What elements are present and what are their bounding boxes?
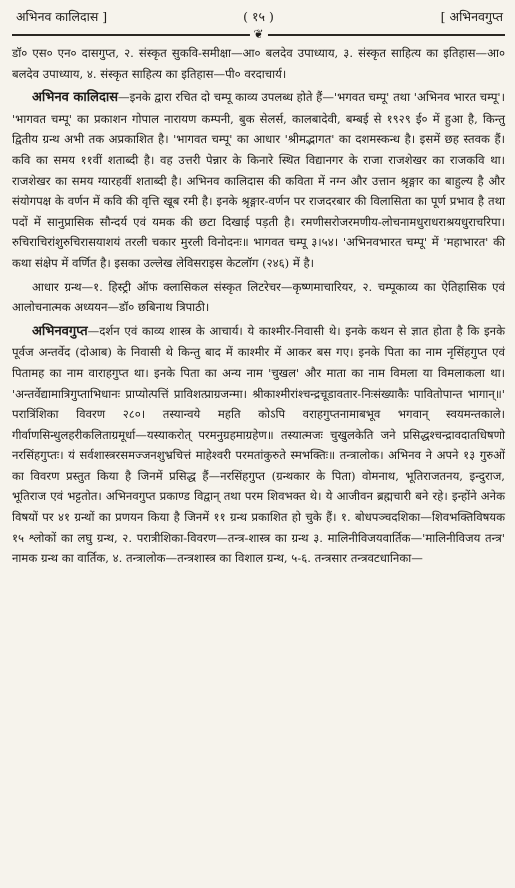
header-rule xyxy=(12,29,505,41)
entry-heading: अभिनव कालिदास xyxy=(32,90,119,106)
reference-continuation xyxy=(12,43,505,84)
entry-abhinavagupta xyxy=(12,321,505,569)
source-books xyxy=(12,277,505,318)
entry-body: —इनके द्वारा रचित दो चम्पू काव्य उपलब्ध होते हैं—'भगवत चम्पू' तथा 'अभिनव भारत चम्पू'। 'भागवत चम्पू' का प्रकाशन गोपाल नारायण कम्पनी, बुक सेलर्स, कालबादेवी, बम्बई से १९२९ ई० में हुआ है, किन्तु द्वितीय ग्रन्थ अभी तक अप्रकाशित है। 'भागवत चम्पू' का आधार 'श्रीमद्भागत' का दशमस्कन्ध है। इसमें छह स्तवक हैं। कवि का समय ११वीं शताब्दी है। वह उत्तरी पेन्नार के किनारे स्थित विद्यानगर के राजा राजशेखर का राजकवि था। राजशेखर का समय ग्यारहवीं शताब्दी है। अभिनव कालिदास की कविता में नग्न और उत्तान श्रृङ्गार का बाहुल्य है और संयोगपक्ष के वर्णन में कवि की वृत्ति खूब रमी है। इनके श्रृङ्गार-वर्णन पर राजदरबार की विलासिता का पूर्ण प्रभाव है तथा पदों में सानुप्रासिक सौन्दर्य एवं यमक की छटा दिखाई पड़ती है। रमणीसरोजरमणीय-लोचनामधुराधराश्रयधुराचरिपा। रुचिराचिरांशुरुचिरासयाशयं तरली चकार मुरली विनोदनः॥ भागवत चम्पू ३।५४। 'अभिनवभारत चम्पू' में 'महाभारत' की कथा संक्षेप में वर्णित है। इसका उल्लेख लेविसराइस केटलॉग (२४६) में है। xyxy=(12,90,506,270)
paragraph-text: डॉ० एस० एन० दासगुप्त, २. संस्कृत सुकवि-समीक्षा—आ० बलदेव उपाध्याय, ३. संस्कृत साहित्य का इतिहास—आ० बलदेव उपाध्याय, ४. संस्कृत साहित्य का इतिहास—पी० वरदाचार्य। xyxy=(12,46,505,81)
entry-heading: अभिनवगुप्त xyxy=(32,323,88,339)
paragraph-text: आधार ग्रन्थ—१. हिस्ट्री ऑफ क्लासिकल संस्कृत लिटरेचर—कृष्णमाचारियर, २. चम्पूकाव्य का ऐतिहासिक एवं आलोचनात्मक अध्ययन—डॉ० छबिनाथ त्रिपाठी। xyxy=(12,279,505,315)
running-header xyxy=(12,6,505,28)
entry-body: —दर्शन एवं काव्य शास्त्र के आचार्य। ये काश्मीर-निवासी थे। इनके कथन से ज्ञात होता है कि इनके पूर्वज अन्तर्वेद (दोआब) के निवासी थे किन्तु बाद में काश्मीर में आकर बस गए। इनके पिता का नाम नृसिंहगुप्त एवं पितामह का नाम वाराहगुप्त था। इनके पिता का अन्य नाम 'चुखल' और माता का नाम विमला या विमलाकला था। 'अन्तर्वेद्यामात्रिगुप्ताभिधानः प्राप्योत्पत्तिं प्राविशत्प्राग्रजन्मा। श्रीकाश्मीरांश्चन्द्रचूडावतार-निःसंख्याकैः पावितोपान्त भागान्॥' परात्रिंशिका विवरण २८०। तस्यान्वये महति कोऽपि वराहगुप्तनामाबभूव भगवान् स्वयमन्तकाले। गीर्वाणसिन्धुलहरीकलिताग्रमूर्धा—यस्याकरोत् परमनुग्रहमाग्रहेण॥ तस्यात्मजः चुखुलकेति जने प्रसिद्धश्चन्द्रावदातधिषणो नरसिंहगुप्तः। यं सर्वशास्त्ररसमज्जनशुभ्रचित्तं माहेश्वरी परमतांकुरुते स्मभक्तिः॥ तन्त्रालोक। अभिनव ने अपने १३ गुरुओं का विवरण प्रस्तुत किया है जिनमें प्रसिद्ध हैं—नरसिंहगुप्त (ग्रन्थकार के पिता) वोमनाथ, भूतिराजतनय, इन्दुराज, भूतिराज एवं भट्टतोत। अभिनवगुप्त प्रकाण्ड विद्वान् तथा परम शिवभक्त थे। ये आजीवन ब्रह्मचारी बने रहे। इन्होंने अनेक विषयों पर ४१ ग्रन्थों का प्रणयन किया है जिनमें ११ ग्रन्थ प्रकाशित हो चुके हैं। १. बोधपञ्चदशिका—शिवभक्तिविषयक १५ श्लोकों का लघु ग्रन्थ, २. परात्रीशिका-विवरण—तन्त्र-शास्त्र का ग्रन्थ ३. मालिनीविजयवार्तिक—'मालिनीविजय तन्त्र' नामक ग्रन्थ का वार्तिक, ४. तन्त्रालोक—तन्त्रशास्त्र का विशाल ग्रन्थ, ५-६. तन्त्रसार तन्त्रवटधानिका— xyxy=(12,323,505,566)
page-number: ( १५ ) xyxy=(243,9,274,24)
ornament-icon: ❦ xyxy=(249,27,267,41)
header-left-title: अभिनव कालिदास ] xyxy=(16,9,108,24)
entry-abhinava-kalidasa xyxy=(12,87,505,273)
header-right-title: [ अभिनवगुप्त xyxy=(440,9,503,24)
